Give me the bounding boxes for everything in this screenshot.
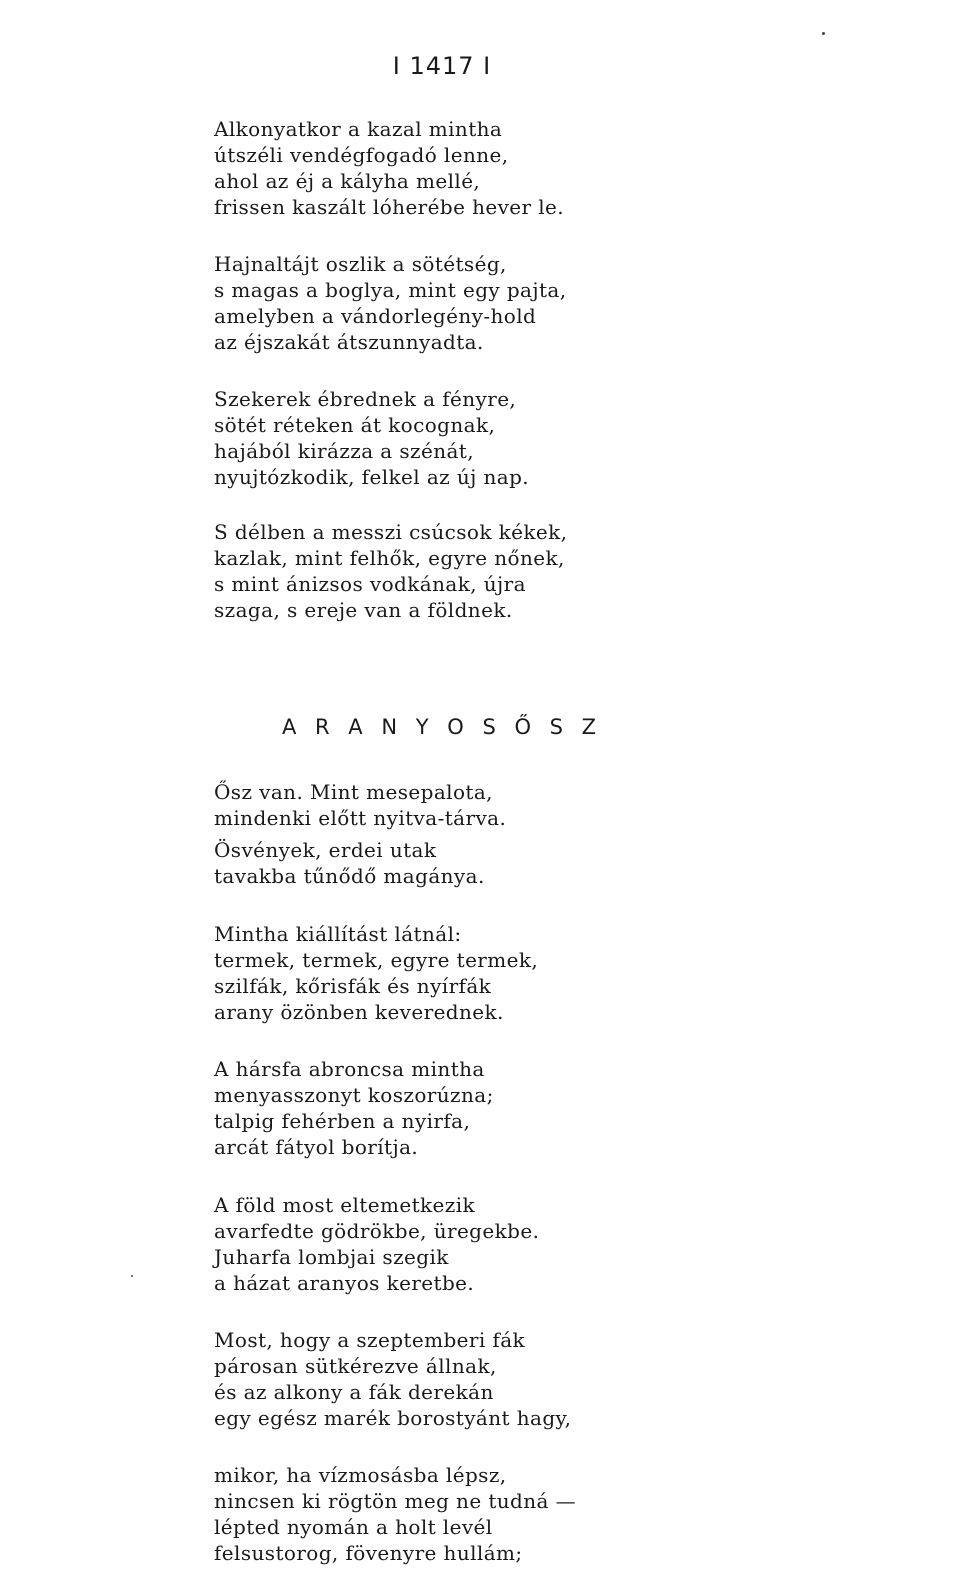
poem-line: szilfák, kőrisfák és nyírfák xyxy=(214,974,492,998)
stanza xyxy=(214,1327,914,1431)
stanza xyxy=(214,1462,914,1566)
poem-line: termek, termek, egyre termek, xyxy=(214,948,539,972)
poem-1-stanza-3 xyxy=(214,386,914,490)
poem-line: A hársfa abroncsa mintha xyxy=(214,1057,485,1081)
poem-line: nincsen ki rögtön meg ne tudná — xyxy=(214,1489,577,1513)
poem-2-stanza-5 xyxy=(214,1327,914,1431)
poem-line: lépted nyomán a holt levél xyxy=(214,1515,493,1539)
poem-2-stanza-4 xyxy=(214,1192,914,1296)
poem-line: felsustorog, fövenyre hullám; xyxy=(214,1541,523,1565)
poem-line: Hajnaltájt oszlik a sötétség, xyxy=(214,252,507,276)
poem-line: Ösvények, erdei utak xyxy=(214,838,437,862)
stanza xyxy=(214,251,914,355)
stanza xyxy=(214,1192,914,1296)
poem-line: amelyben a vándorlegény-hold xyxy=(214,304,537,328)
poem-line: Most, hogy a szeptemberi fák xyxy=(214,1328,526,1352)
poem-line: s mint ánizsos vodkának, újra xyxy=(214,572,526,596)
poem-line: Juharfa lombjai szegik xyxy=(214,1245,449,1269)
poem-line: egy egész marék borostyánt hagy, xyxy=(214,1406,572,1430)
poem-line: mindenki előtt nyitva-tárva. xyxy=(214,806,507,830)
poem-line: hajából kirázza a szénát, xyxy=(214,439,474,463)
poem-line: és az alkony a fák derekán xyxy=(214,1380,494,1404)
poem-line: kazlak, mint felhők, egyre nőnek, xyxy=(214,546,565,570)
poem-line: Mintha kiállítást látnál: xyxy=(214,922,462,946)
poem-line: ahol az éj a kályha mellé, xyxy=(214,169,481,193)
poem-line: menyasszonyt koszorúzna; xyxy=(214,1083,494,1107)
poem-line: s magas a boglya, mint egy pajta, xyxy=(214,278,567,302)
poem-1-stanza-4 xyxy=(214,519,914,623)
stanza xyxy=(214,921,914,1025)
poem-line: Alkonyatkor a kazal mintha xyxy=(214,117,503,141)
poem-line: útszéli vendégfogadó lenne, xyxy=(214,143,509,167)
poem-line: frissen kaszált lóherébe hever le. xyxy=(214,195,565,219)
poem-line: a házat aranyos keretbe. xyxy=(214,1271,475,1295)
poem-line: Ősz van. Mint mesepalota, xyxy=(214,780,493,804)
poem-line: párosan sütkérezve állnak, xyxy=(214,1354,497,1378)
scan-speck xyxy=(131,1275,133,1277)
poem-line: nyujtózkodik, felkel az új nap. xyxy=(214,465,530,489)
poem-line: tavakba tűnődő magánya. xyxy=(214,864,485,888)
poem-2-stanza-3 xyxy=(214,1056,914,1160)
poem-2-stanza-1 xyxy=(214,779,914,889)
poem-line: mikor, ha vízmosásba lépsz, xyxy=(214,1463,507,1487)
poem-2-stanza-2 xyxy=(214,921,914,1025)
poem-title: A R A N Y O S Ő S Z xyxy=(282,715,603,739)
page-number: I 1417 I xyxy=(392,52,492,80)
stanza xyxy=(214,116,914,220)
poem-line: szaga, s ereje van a földnek. xyxy=(214,598,513,622)
stanza xyxy=(214,519,914,623)
poem-2-stanza-6 xyxy=(214,1462,914,1566)
poem-line: az éjszakát átszunnyadta. xyxy=(214,330,484,354)
poem-line: S délben a messzi csúcsok kékek, xyxy=(214,520,568,544)
stanza xyxy=(214,1056,914,1160)
stanza xyxy=(214,386,914,490)
poem-1-stanza-2 xyxy=(214,251,914,355)
poem-line: avarfedte gödrökbe, üregekbe. xyxy=(214,1219,540,1243)
poem-line: Szekerek ébrednek a fényre, xyxy=(214,387,517,411)
poem-line: sötét réteken át kocognak, xyxy=(214,413,496,437)
poem-line: A föld most eltemetkezik xyxy=(214,1193,476,1217)
poem-line: arcát fátyol borítja. xyxy=(214,1135,419,1159)
stanza xyxy=(214,779,914,889)
poem-line: talpig fehérben a nyirfa, xyxy=(214,1109,471,1133)
scan-speck xyxy=(822,32,825,35)
poem-line: arany özönben keverednek. xyxy=(214,1000,504,1024)
poem-1 xyxy=(214,116,914,220)
